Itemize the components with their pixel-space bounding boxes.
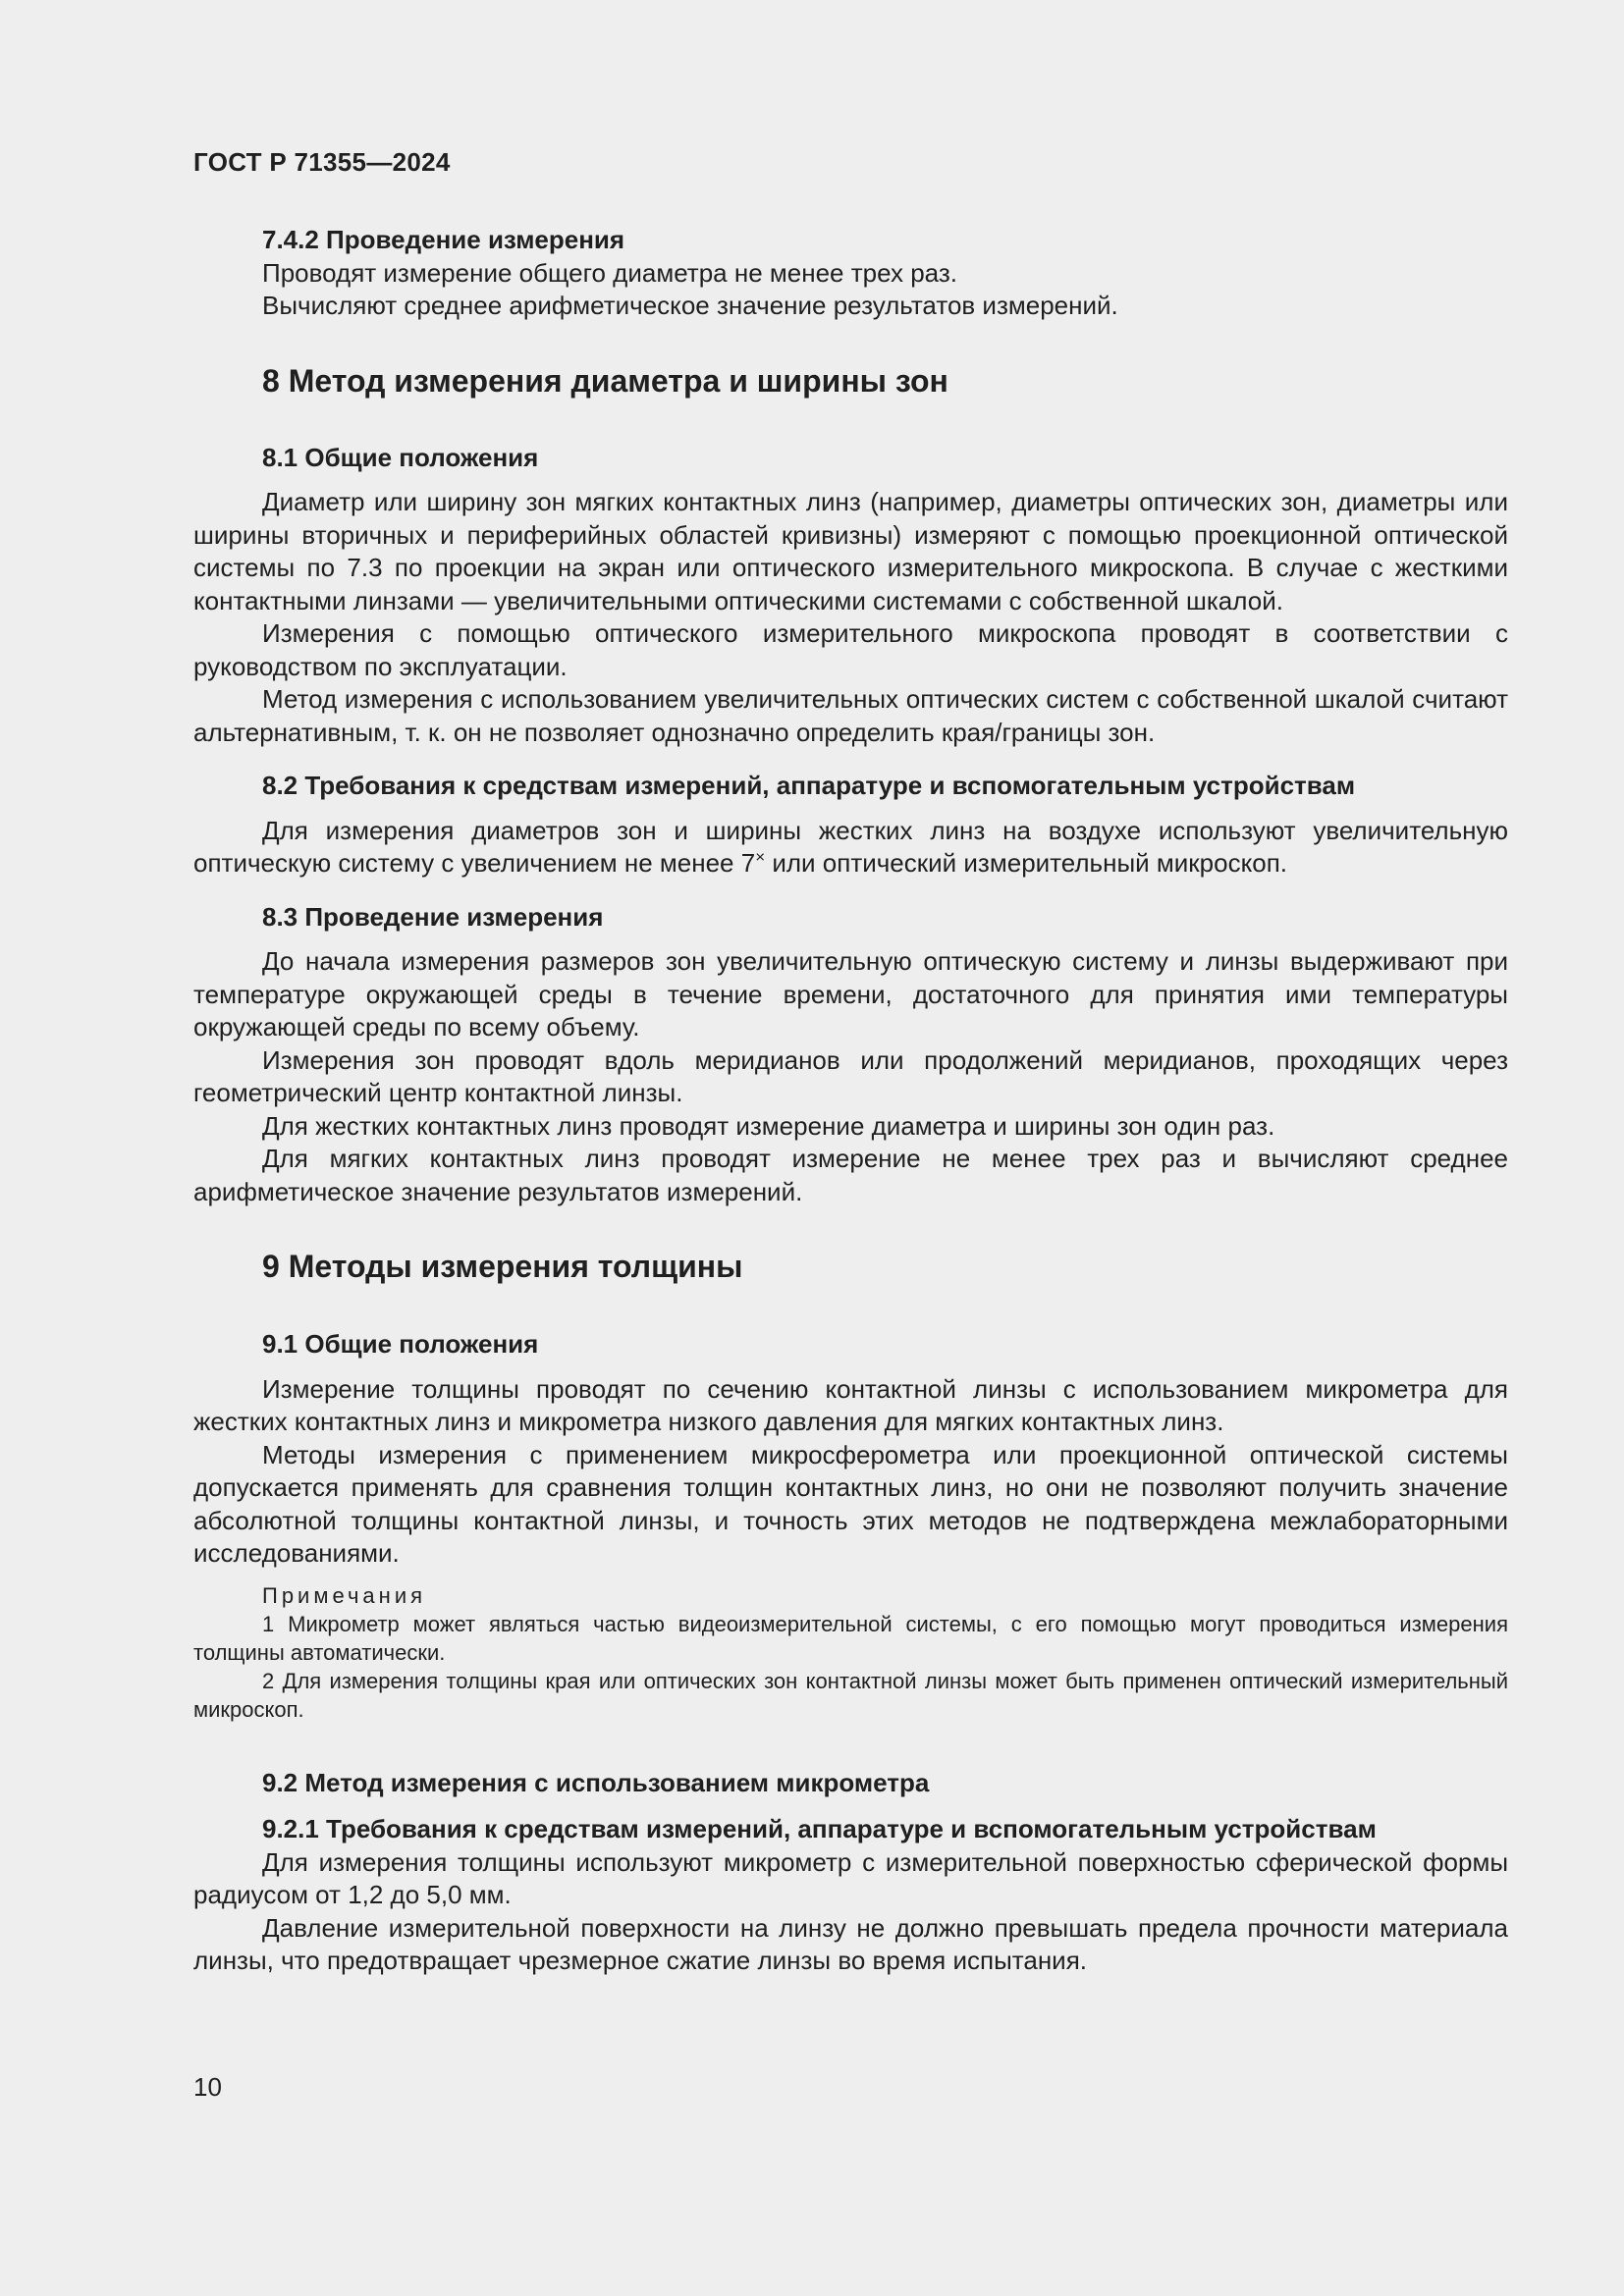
paragraph: Для мягких контактных линз проводят измерение не менее трех раз и вычисляют среднее арифметическое значение результатов измерений. xyxy=(193,1144,1508,1206)
paragraph: Для жестких контактных линз проводят измерение диаметра и ширины зон один раз. xyxy=(262,1110,1275,1141)
heading-8-2: 8.2 Требования к средствам измерений, аппаратуре и вспомогательным устройствам xyxy=(262,771,1356,800)
paragraph-text: Для измерения диаметров зон и ширины жестких линз на воздухе используют увеличительную оптическую систему с увеличением не менее 7 xyxy=(193,815,1508,878)
paragraph: Для измерения толщины используют микрометр с измерительной поверхностью сферической формы радиусом от 1,2 до 5,0 мм. xyxy=(193,1846,1508,1909)
paragraph: Измерения с помощью оптического измерительного микроскопа проводят в соответствии с руководством по эксплуатации. xyxy=(193,618,1508,681)
paragraph-text: или оптический измерительный микроскоп. xyxy=(765,848,1288,878)
heading-9-2-1: 9.2.1 Требования к средствам измерений, аппаратуре и вспомогательным устройствам xyxy=(262,1814,1377,1843)
document-body xyxy=(193,224,1508,1978)
paragraph: Измерения зон проводят вдоль меридианов или продолжений меридианов, проходящих через геометрический центр контактной линзы. xyxy=(193,1044,1508,1107)
note-1: 1 Микрометр может являться частью видеоизмерительной системы, с его помощью могут проводиться измерения толщины автоматически. xyxy=(193,1611,1508,1665)
paragraph: Вычисляют среднее арифметическое значение результатов измерений. xyxy=(262,291,1118,320)
heading-9-1: 9.1 Общие положения xyxy=(262,1329,539,1359)
paragraph: Диаметр или ширину зон мягких контактных линз (например, диаметры оптических зон, диаметры или ширины вторичных и периферийных областей кривизны) измеряют с помощью проекционной оптической системы по 7.3 по проекции на экран или оптического измерительного микроскопа. В случае с жесткими контактными линзами — увеличительными оптическими системами с собственной шкалой. xyxy=(193,487,1508,615)
heading-section-9: 9 Методы измерения толщины xyxy=(262,1249,743,1284)
paragraph-8-2 xyxy=(193,815,1508,881)
paragraph: Метод измерения с использованием увеличительных оптических систем с собственной шкалой считают альтернативным, т. к. он не позволяет однозначно определить края/границы зон. xyxy=(193,684,1508,747)
note-2: 2 Для измерения толщины края или оптических зон контактной линзы может быть применен оптический измерительный микроскоп. xyxy=(193,1668,1508,1722)
paragraph: Методы измерения с применением микросферометра или проекционной оптической системы допускается применять для сравнения толщин контактных линз, но они не позволяют получить значение абсолютной толщины контактной линзы, и точность этих методов не подтверждена межлабораторными исследованиями. xyxy=(193,1439,1508,1568)
heading-9-2: 9.2 Метод измерения с использованием микрометра xyxy=(262,1767,930,1797)
heading-8-3: 8.3 Проведение измерения xyxy=(262,901,604,932)
magnification-sign: × xyxy=(755,847,766,867)
document-header: ГОСТ Р 71355—2024 xyxy=(193,147,451,177)
paragraph: Давление измерительной поверхности на линзу не должно превышать предела прочности материала линзы, что предотвращает чрезмерное сжатие линзы во время испытания. xyxy=(193,1912,1508,1975)
paragraph: До начала измерения размеров зон увеличительную оптическую систему и линзы выдерживают при температуре окружающей среды в течение времени, достаточного для принятия ими температуры окружающей среды по всему объему. xyxy=(193,946,1508,1041)
paragraph: Проводят измерение общего диаметра не менее трех раз. xyxy=(262,257,957,288)
heading-section-8: 8 Метод измерения диаметра и ширины зон xyxy=(262,362,948,399)
paragraph: Измерение толщины проводят по сечению контактной линзы с использованием микрометра для жестких контактных линз и микрометра низкого давления для мягких контактных линз. xyxy=(193,1373,1508,1436)
page-number: 10 xyxy=(193,2072,222,2102)
heading-8-1: 8.1 Общие положения xyxy=(262,442,539,472)
heading-7-4-2: 7.4.2 Проведение измерения xyxy=(262,225,625,254)
notes-label: Примечания xyxy=(262,1582,427,1608)
